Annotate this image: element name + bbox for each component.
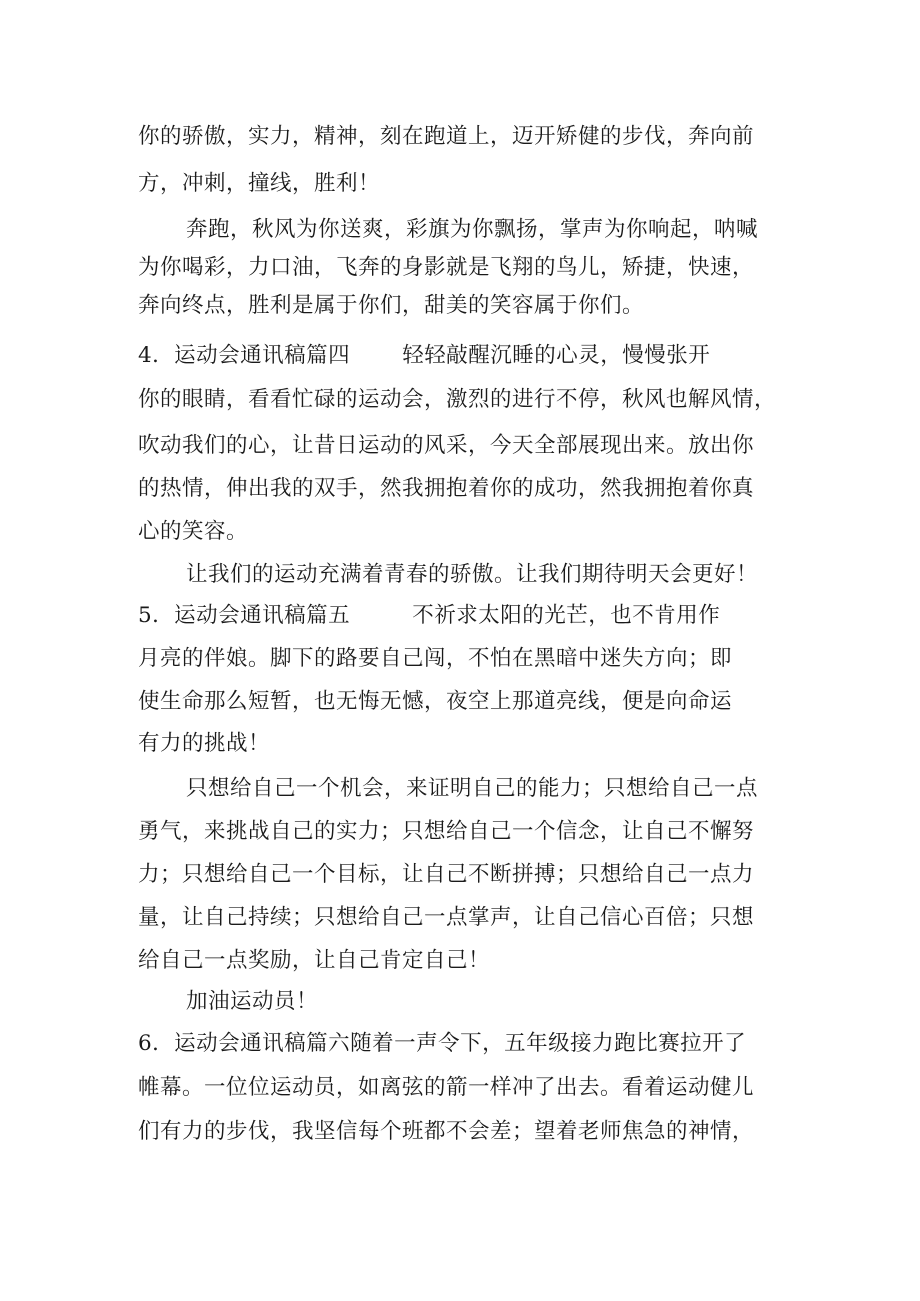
paragraph-line: 有力的挑战！ [138, 731, 271, 756]
paragraph-line: 吹动我们的心，让昔日运动的风采，今天全部展现出来。放出你 [138, 433, 755, 458]
paragraph-line: 为你喝彩，力口油，飞奔的身影就是飞翔的鸟儿，矫捷，快速， [138, 255, 755, 280]
paragraph-line: 力；只想给自己一个目标，让自己不断拼搏；只想给自己一点力 [138, 862, 755, 887]
paragraph-line: 心的笑容。 [138, 519, 249, 544]
paragraph-line: 方，冲刺，撞线，胜利！ [138, 171, 381, 196]
paragraph-line: 勇气，来挑战自己的实力；只想给自己一个信念，让自己不懈努 [138, 819, 755, 844]
section-title-4: 4．运动会通讯稿篇四 [138, 343, 351, 368]
paragraph-line: 的热情，伸出我的双手，然我拥抱着你的成功，然我拥抱着你真 [138, 476, 755, 501]
section-title-5: 5．运动会通讯稿篇五 [138, 603, 351, 628]
paragraph-line: 奔跑，秋风为你送爽，彩旗为你飘扬，掌声为你响起，呐喊 [186, 217, 759, 242]
section-heading-4 [138, 341, 710, 371]
section-heading-6: 6．运动会通讯稿篇六随着一声令下，五年级接力跑比赛拉开了 [138, 1031, 747, 1056]
paragraph-line: 加油运动员！ [186, 989, 319, 1014]
paragraph-line: 奔向终点，胜利是属于你们，甜美的笑容属于你们。 [138, 293, 645, 318]
paragraph-line: 量，让自己持续；只想给自己一点掌声，让自己信心百倍；只想 [138, 905, 755, 930]
section-heading-5 [138, 601, 720, 631]
section-lead-5: 不祈求太阳的光芒，也不肯用作 [412, 603, 721, 628]
paragraph-line: 你的眼睛，看看忙碌的运动会，激烈的进行不停，秋风也解风情， [138, 387, 777, 412]
paragraph-line: 给自己一点奖励，让自己肯定自己！ [138, 948, 491, 973]
paragraph-line: 月亮的伴娘。脚下的路要自己闯，不怕在黑暗中迷失方向；即 [138, 646, 733, 671]
paragraph-line: 帷幕。一位位运动员，如离弦的箭一样冲了出去。看着运动健儿 [138, 1075, 755, 1100]
paragraph-line: 只想给自己一个机会，来证明自己的能力；只想给自己一点 [186, 776, 759, 801]
paragraph-line: 使生命那么短暂，也无悔无憾，夜空上那道亮线，便是向命运 [138, 689, 733, 714]
paragraph-line: 你的骄傲，实力，精神，刻在跑道上，迈开矫健的步伐，奔向前 [138, 124, 755, 149]
paragraph-line: 让我们的运动充满着青春的骄傲。让我们期待明天会更好！ [186, 562, 759, 587]
paragraph-line: 们有力的步伐，我坚信每个班都不会差；望着老师焦急的神情， [138, 1119, 755, 1144]
section-lead-4: 轻轻敲醒沉睡的心灵，慢慢张开 [402, 343, 711, 368]
